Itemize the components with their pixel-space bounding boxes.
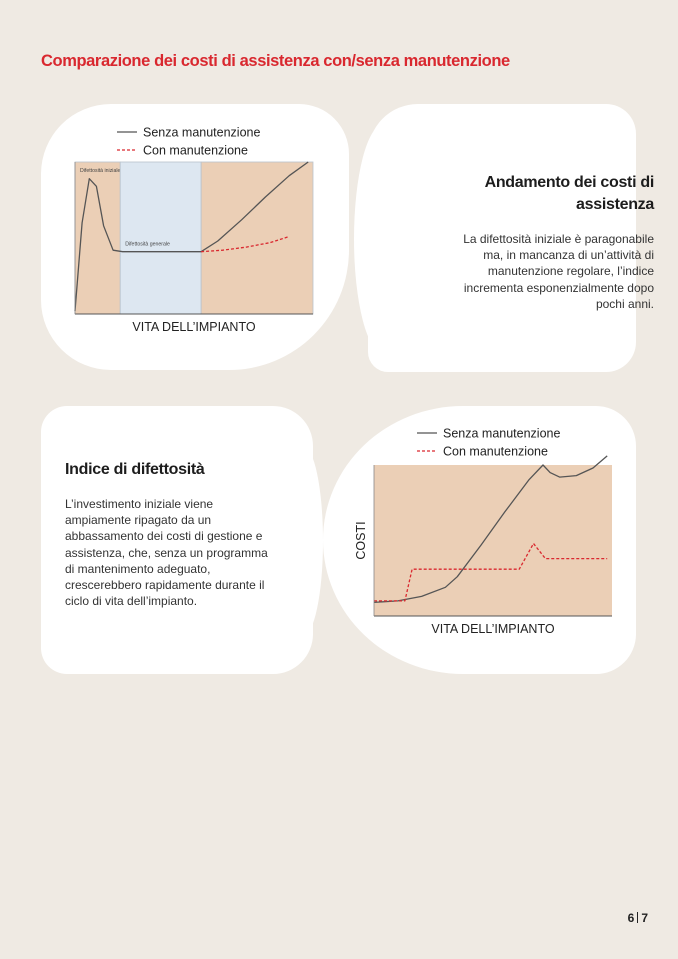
page-number-left: 6 <box>627 911 635 925</box>
chart-region <box>75 162 120 314</box>
region-label: Difettosità iniziale <box>80 168 121 174</box>
page-number-right: 7 <box>641 911 648 925</box>
indice-body: L’investimento iniziale viene ampiamente ripagato da un abbassamento dei costi di gestione e assistenza, che, senza un programma di mantenimento adeguato, crescerebbero rapidamente durante il ciclo di vita dell’impianto. <box>65 497 268 609</box>
andamento-body: La difettosità iniziale è paragonabile ma, in mancanza di un’attività di manutenzione regolare, l’indice incrementa esponenzialmente dopo pochi anni. <box>463 232 654 311</box>
indice-heading: Indice di difettosità <box>65 461 205 478</box>
chart-card-difettosita <box>41 104 349 370</box>
chart-card-costi <box>323 406 636 674</box>
x-axis-label: VITA DELL’IMPIANTO <box>431 622 555 636</box>
region-label: Difettosità generale <box>125 241 170 248</box>
y-axis-label: COSTI <box>354 521 368 560</box>
andamento-heading: Andamento dei costi di assistenza <box>484 174 654 213</box>
page-title: Comparazione dei costi di assistenza con/senza manutenzione <box>41 52 510 70</box>
legend-entry: Senza manutenzione <box>443 426 561 441</box>
page-number-divider <box>637 912 638 923</box>
legend-entry: Con manutenzione <box>443 444 548 459</box>
costi-chart <box>323 406 636 674</box>
legend-entry: Con manutenzione <box>143 143 248 158</box>
plot-area <box>374 465 612 616</box>
chart-region <box>201 162 313 314</box>
x-axis-label: VITA DELL’IMPIANTO <box>132 320 256 334</box>
difettosita-chart <box>41 104 349 370</box>
legend-entry: Senza manutenzione <box>143 125 261 140</box>
page-number <box>628 911 648 925</box>
chart-region <box>120 162 201 314</box>
